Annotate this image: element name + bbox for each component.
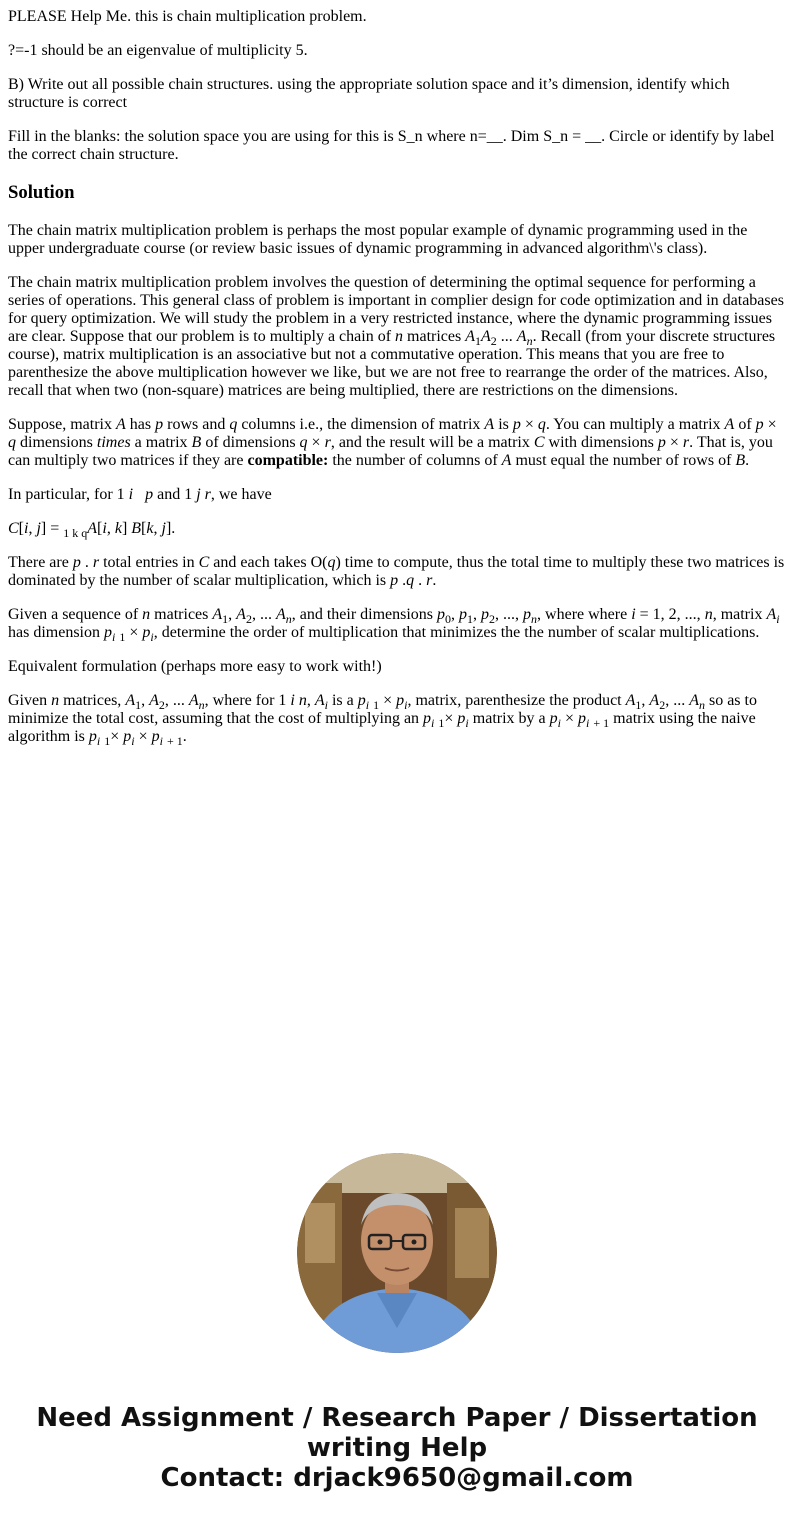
footer-banner	[0, 1403, 794, 1493]
solution-paragraph-3: Suppose, matrix A has p rows and q columns i.e., the dimension of matrix A is p × q. You can multiply a matrix A of p × q dimensions times a matrix B of dimensions q × r, and the result will be a matrix C with dimensions p × r. That is, you can multiply two matrices if they are compatible: the number of columns of A must equal the number of rows of B.	[8, 416, 777, 469]
solution-paragraph-1: The chain matrix multiplication problem is perhaps the most popular example of dynamic programming used in the upper undergraduate course (or review basic issues of dynamic programming in advanced algorithm\'s class).	[8, 222, 748, 257]
solution-paragraph-4: In particular, for 1 i p and 1 j r, we have	[8, 486, 272, 503]
solution-paragraph-7: Given a sequence of n matrices $A_1$, $A_2$, ... $A_n$, and their dimensions $p_0$, $p_1$, $p_2$, ..., $p_n$, where where i = 1, 2, ..., n, matrix $A_i$ has dimension $p_i$ $_1 \times p_i$, determine the order of multiplication that minimizes the the number of scalar multiplications.	[8, 606, 780, 644]
footer-line-1: Need Assignment / Research Paper / Dissertation	[36, 1403, 758, 1433]
solution-paragraph-2: The chain matrix multiplication problem involves the question of determining the optimal sequence for performing a series of operations. This general class of problem is important in complier design for code optimization and in databases for query optimization. We will study the problem in a very restricted instance, where the dynamic programming issues are clear. Suppose that our problem is to multiply a chain of n matrices $A_1A_2$ ... $A_n$. Recall (from your discrete structures course), matrix multiplication is an associative but not a commutative operation. This means that you are free to parenthesize the above multiplication however we like, but we are not free to rearrange the order of the matrices. Also, recall that when two (non-square) matrices are being multiplied, there are restrictions on the dimensions.	[8, 274, 784, 399]
solution-heading: Solution	[8, 182, 75, 203]
page-content	[8, 0, 786, 762]
solution-paragraph-9: Given n matrices, $A_1$, $A_2$, ... $A_n$, where for 1 i n, $A_i$ is a $p_i$ $_1 \times p_i$, matrix, parenthesize the product $A_1$, $A_2$, ... $A_n$ so as to minimize the total cost, assuming that the cost of multiplying an $p_i$ $_1\times p_i$ matrix by a $p_i \times p_i$ $_{+ 1}$ matrix using the naive algorithm is $p_i$ $_1\times p_i \times p_i$ $_{+ 1}$.	[8, 692, 757, 748]
author-avatar	[297, 1153, 497, 1353]
question-line-2: ?=-1 should be an eigenvalue of multiplicity 5.	[8, 42, 308, 59]
question-line-3: B) Write out all possible chain structures. using the appropriate solution space and it’s dimension, identify which structure is correct	[8, 76, 730, 111]
question-line-1: PLEASE Help Me. this is chain multiplication problem.	[8, 8, 367, 25]
question-line-4: Fill in the blanks: the solution space you are using for this is S_n where n=__. Dim S_n = __. Circle or identify by label the correct chain structure.	[8, 128, 775, 163]
author-portrait-icon	[297, 1153, 497, 1353]
footer-line-2: writing Help	[306, 1433, 488, 1463]
solution-paragraph-8: Equivalent formulation (perhaps more easy to work with!)	[8, 658, 382, 675]
formula-line: C[i, j] = $_{1 k q}$A[i, k] B[k, j].	[8, 520, 176, 540]
solution-paragraph-6: There are p . r total entries in C and each takes O(q) time to compute, thus the total time to multiply these two matrices is dominated by the number of scalar multiplication, which is p .q . r.	[8, 554, 785, 589]
footer-contact: Contact: drjack9650@gmail.com	[160, 1463, 634, 1493]
